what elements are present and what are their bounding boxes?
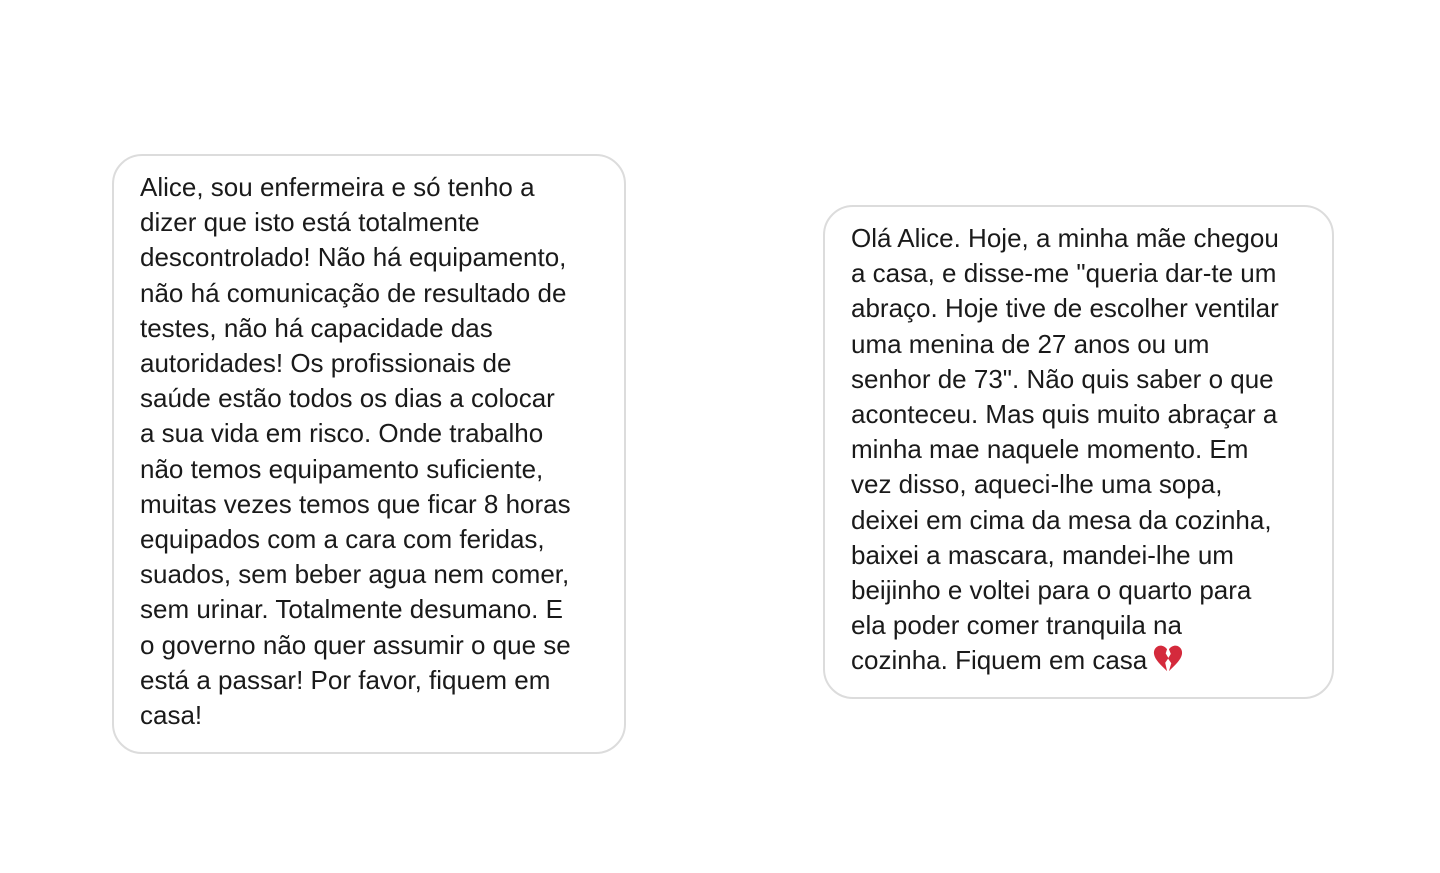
message-bubble-left: [112, 154, 626, 754]
message-text: Alice, sou enfermeira e só tenho a dizer que isto está totalmente descontrolado! Não há equipamento, não há comunicação de resultado de testes, não há capacidade das autoridades! Os profissionais de saúde estão todos os dias a colocar a sua vida em risco. Onde trabalho não temos equipamento suficiente, muitas vezes temos que ficar 8 horas equipados com a cara com feridas, suados, sem beber agua nem comer, sem urinar. Totalmente desumano. E o governo não quer assumir o que se está a passar! Por favor, fiquem em casa!: [140, 172, 571, 731]
broken-heart-icon: [1153, 645, 1183, 673]
message-text: Olá Alice. Hoje, a minha mãe chegou a casa, e disse-me "queria dar-te um abraço. Hoje tive de escolher ventilar uma menina de 27 anos ou um senhor de 73". Não quis saber o que aconteceu. Mas quis muito abraçar a minha mae naquele momento. Em vez disso, aqueci-lhe uma sopa, deixei em cima da mesa da cozinha, baixei a mascara, mandei-lhe um beijinho e voltei para o quarto para ela poder comer tranquila na cozinha. Fiquem em casa: [851, 223, 1279, 676]
message-bubble-right: [823, 205, 1334, 699]
